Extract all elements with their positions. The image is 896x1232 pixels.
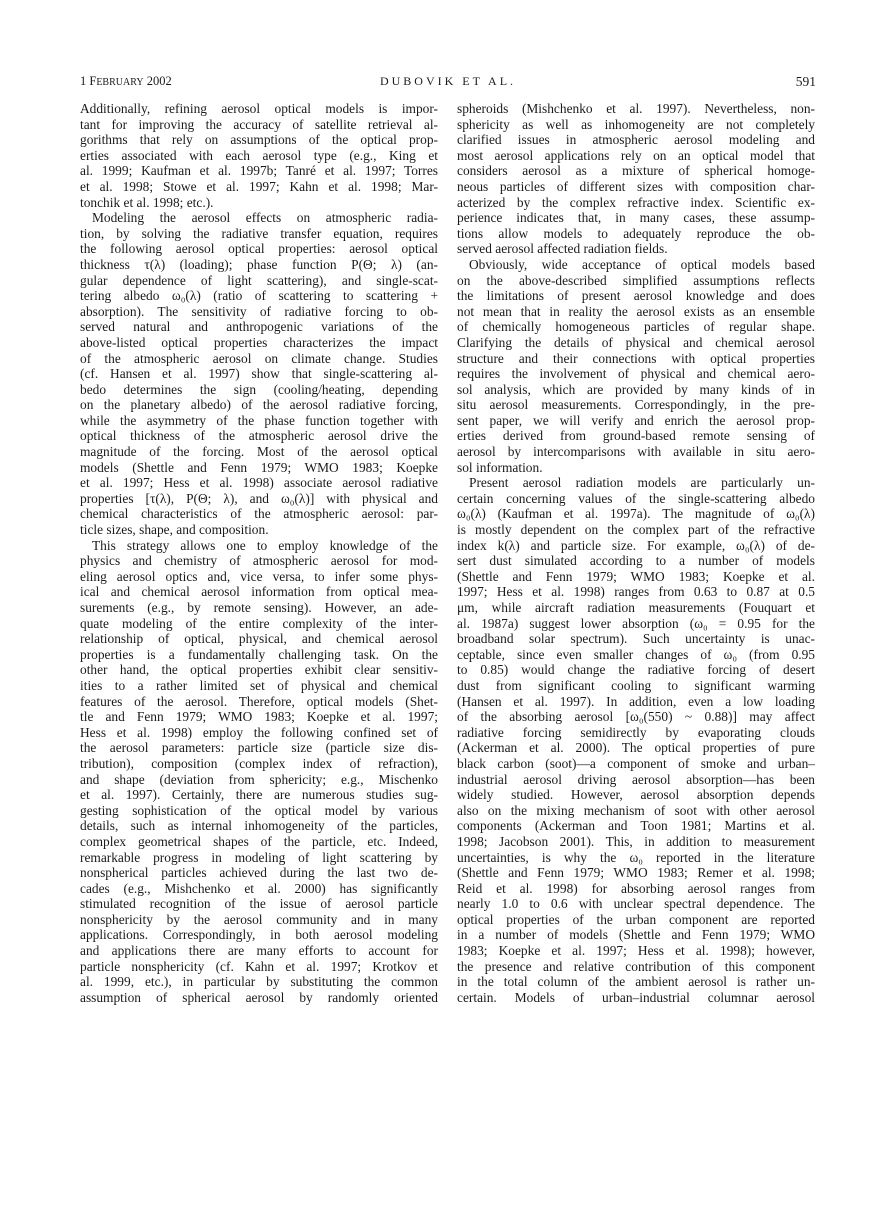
text-line: optical thickness of the atmospheric aerosol drive the (80, 428, 438, 444)
text-line: served aerosol affected radiation fields. (457, 241, 668, 257)
text-line: aerosol by intercomparisons with available in situ aero- (457, 444, 815, 460)
text-line: details, such as internal inhomogeneity of the particles, (80, 818, 438, 834)
text-line: in the total column of the ambient aerosol is rather un- (457, 974, 815, 990)
text-line: index k(λ) and particle size. For example, ω₀(λ) of de- (457, 537, 815, 553)
text-line: dust from significant cooling to significant warming (457, 677, 815, 693)
text-line: properties [τ(λ), P(Θ; λ), and ω₀(λ)] with physical and (80, 490, 438, 506)
text-line: Modeling the aerosol effects on atmospheric radia- (92, 210, 438, 226)
date-year: 2002 (146, 74, 172, 88)
text-line: surements (e.g., by remote sensing). However, an ade- (80, 600, 438, 615)
text-line: served natural and anthropogenic variations of the (80, 319, 438, 335)
text-line: remarkable progress in modeling of light scattering by (80, 849, 438, 865)
date-day: 1 (80, 74, 87, 88)
text-line: relationship of optical, physical, and chemical aerosol (80, 631, 438, 647)
running-header-authors: DUBOVIK ET AL. (379, 74, 517, 88)
text-line: and shape (deviation from sphericity; e.g., Mischenko (80, 771, 438, 787)
text-line: features of the aerosol. Therefore, optical models (Shet- (80, 693, 438, 709)
text-line: erties derived from ground-based remote sensing of (457, 428, 815, 444)
text-line: This strategy allows one to employ knowledge of the (92, 537, 438, 553)
text-line: sphericity as well as inhomogeneity are not completely (457, 116, 815, 132)
text-line: considers aerosol as a mixture of spherical homoge- (457, 163, 815, 179)
text-line: ical and chemical aerosol information from optical mea- (80, 584, 438, 600)
text-line: thickness τ(λ) (loading); phase function P(Θ; λ) (an- (80, 256, 438, 272)
text-line: (Ackerman et al. 2000). The optical properties of pure (457, 740, 815, 756)
text-line: not mean that in reality the aerosol exists as an ensemble (457, 303, 815, 319)
text-line: tonchik et al. 1998; etc.). (80, 194, 214, 210)
page-number: 591 (795, 74, 816, 89)
text-line: quate modeling of the entire complexity of the inter- (80, 615, 438, 631)
text-line: magnitude of the forcing. Most of the aerosol optical (80, 444, 438, 460)
text-line: acterized by the complex refractive index. Scientific ex- (457, 194, 815, 210)
text-line: situ aerosol measurements. Correspondingly, in the pre- (457, 397, 815, 413)
text-line: other hand, the optical properties exhibit clear sensitiv- (80, 662, 438, 678)
text-line: in a number of models (Shettle and Fenn 1979; WMO (457, 927, 815, 943)
paragraph (80, 538, 438, 1006)
text-line: sert dust simulated according to a number of models (457, 553, 815, 569)
text-line: models (Shettle and Fenn 1979; WMO 1983; Koepke (80, 459, 438, 475)
text-line: spheroids (Mishchenko et al. 1997). Nevertheless, non- (457, 101, 815, 116)
text-line: structure and their connections with optical properties (457, 350, 815, 366)
text-line: gorithms that rely on assumptions of the optical prop- (80, 132, 438, 148)
text-line: tion, by solving the radiative transfer equation, requires (80, 225, 438, 241)
text-line: 1983; Koepke et al. 1997; Hess et al. 1998); however, (457, 943, 815, 959)
text-line: gular dependence of light scattering), and single-scat- (80, 272, 438, 288)
text-line: eling aerosol optics and, vice versa, to infer some phys- (80, 568, 438, 584)
text-line: the following aerosol optical properties: aerosol optical (80, 241, 438, 257)
text-line: also on the mixing mechanism of soot with other aerosol (457, 802, 815, 818)
text-line: et al. 1998; Stowe et al. 1997; Kahn et al. 1998; Mar- (80, 178, 438, 194)
text-line: particle nonsphericity (cf. Kahn et al. 1997; Krotkov et (80, 958, 438, 974)
text-line: absorption). The sensitivity of radiative forcing to ob- (80, 303, 438, 319)
text-line: and applications there are many efforts to account for (80, 943, 438, 959)
text-line: al. 1987a) suggest lower absorption (ω₀ = 0.95 for the (457, 615, 815, 631)
text-line: tribution), composition (complex index of refraction), (80, 755, 438, 771)
text-line: uncertainties, is why the ω₀ reported in the literature (457, 849, 815, 865)
text-line: (Shettle and Fenn 1979; WMO 1983; Koepke et al. (457, 568, 815, 584)
text-line: erties associated with each aerosol type (e.g., King et (80, 147, 438, 163)
text-line: of chemically homogeneous particles of regular shape. (457, 319, 815, 335)
paragraph (457, 475, 815, 1005)
text-line: Clarifying the details of physical and chemical aerosol (457, 334, 815, 350)
text-line: physics and chemistry of atmospheric aerosol for mod- (80, 553, 438, 569)
text-line: cades (e.g., Mishchenko et al. 2000) has significantly (80, 880, 438, 896)
text-line: complex geometrical shapes of the particle, etc. Indeed, (80, 833, 438, 849)
text-line: ceptable, since even smaller changes of ω₀ (from 0.95 (457, 646, 815, 662)
text-line: tle and Fenn 1979; WMO 1983; Koepke et al. 1997; (80, 709, 438, 725)
text-line: tions allow models to adequately reproduce the ob- (457, 225, 815, 241)
text-line: chemical characteristics of the atmospheric aerosol: par- (80, 506, 438, 522)
text-line: (cf. Hansen et al. 1997) show that single-scattering al- (80, 366, 438, 382)
text-line: Reid et al. 1998) for absorbing aerosol ranges from (457, 880, 815, 896)
paragraph (80, 210, 438, 537)
text-line: widely studied. However, aerosol absorption depends (457, 787, 815, 803)
text-line: above-listed optical properties characterizes the impact (80, 334, 438, 350)
text-line: applications. Correspondingly, in both aerosol modeling (80, 927, 438, 943)
paragraph (457, 101, 815, 257)
text-line: nonspherical particles achieved during the last two de- (80, 865, 438, 881)
paragraph (80, 101, 438, 210)
text-line: al. 1999, etc.), in particular by substituting the common (80, 974, 438, 990)
text-line: Obviously, wide acceptance of optical models based (469, 256, 815, 272)
text-line: radiative forcing semidirectly by evaporating clouds (457, 724, 815, 740)
text-line: the presence and relative contribution of this component (457, 958, 815, 974)
text-line: sol analysis, which are provided by many kinds of in (457, 381, 815, 397)
text-line: properties is a fundamentally challenging task. On the (80, 646, 438, 662)
text-line: nearly 1.0 to 0.6 with unclear spectral dependence. The (457, 896, 815, 912)
text-line: requires the involvement of physical and chemical aero- (457, 366, 815, 382)
text-line: tering albedo ω₀(λ) (ratio of scattering to scattering + (80, 288, 438, 304)
text-line: (Shettle and Fenn 1979; WMO 1983; Remer et al. 1998; (457, 865, 815, 881)
text-line: stimulated recognition of the issue of aerosol particle (80, 896, 438, 912)
text-line: is mostly dependent on the complex part of the refractive (457, 522, 815, 538)
text-line: optical properties of the urban component are reported (457, 911, 815, 927)
text-line: assumption of spherical aerosol by randomly oriented (80, 989, 438, 1005)
text-line: sent paper, we will verify and enrich the aerosol prop- (457, 412, 815, 428)
text-line: most aerosol applications rely on an optical model that (457, 147, 815, 163)
text-line: Present aerosol radiation models are particularly un- (469, 475, 815, 491)
text-line: ticle sizes, shape, and composition. (80, 522, 269, 538)
text-line: 1997; Hess et al. 1998) ranges from 0.63 to 0.87 at 0.5 (457, 584, 815, 600)
text-line: to 0.85) would change the radiative forcing of desert (457, 662, 815, 678)
text-line: clarified issues in atmospheric aerosol modeling and (457, 132, 815, 148)
text-line: et al. 1997). Certainly, there are numerous studies sug- (80, 787, 438, 803)
text-line: tant for improving the accuracy of satellite retrieval al- (80, 116, 438, 132)
text-line: al. 1999; Kaufman et al. 1997b; Tanré et al. 1997; Torres (80, 163, 438, 179)
text-line: bedo determines the sign (cooling/heating, depending (80, 381, 438, 397)
text-line: of the atmospheric aerosol on climate change. Studies (80, 350, 438, 366)
text-line: et al. 1997; Hess et al. 1998) associate aerosol radiative (80, 475, 438, 491)
text-line: broadband solar spectrum). Such uncertainty is unac- (457, 631, 815, 647)
text-line: neous particles of different sizes with composition char- (457, 178, 815, 194)
text-line: (Hansen et al. 1997). In addition, even a low loading (457, 693, 815, 709)
text-column-left (80, 101, 438, 1005)
text-line: on the planetary albedo) of the aerosol radiative forcing, (80, 397, 438, 413)
text-line: perience indicates that, in many cases, these assump- (457, 210, 815, 226)
text-line: certain concerning values of the single-scattering albedo (457, 490, 815, 506)
text-line: nonsphericity by the aerosol community and in many (80, 911, 438, 927)
text-column-right (457, 101, 815, 1005)
date-month: FEBRUARY (89, 74, 144, 88)
text-line: on the above-described simplified assumptions reflects (457, 272, 815, 288)
paragraph (457, 257, 815, 475)
text-line: ω₀(λ) (Kaufman et al. 1997a). The magnitude of ω₀(λ) (457, 506, 815, 522)
text-line: ities to a rather limited set of physical and chemical (80, 677, 438, 693)
text-line: industrial aerosol driving aerosol absorption—has been (457, 771, 815, 787)
text-line: Hess et al. 1998) employ the following confined set of (80, 724, 438, 740)
text-line: while the asymmetry of the phase function together with (80, 412, 438, 428)
text-line: of the absorbing aerosol [ω₀(550) ~ 0.88)] may affect (457, 709, 815, 725)
text-line: the aerosol parameters: particle size (particle size dis- (80, 740, 438, 756)
text-line: 1998; Jacobson 2001). This, in addition to measurement (457, 833, 815, 849)
text-line: black carbon (soot)—a component of smoke and urban– (457, 755, 815, 771)
text-line: sol information. (457, 459, 543, 475)
text-line: components (Ackerman and Toon 1981; Martins et al. (457, 818, 815, 834)
text-line: Additionally, refining aerosol optical models is impor- (80, 101, 438, 116)
text-line: μm, while aircraft radiation measurements (Fouquart et (457, 600, 815, 615)
text-line: gesting sophistication of the optical model by various (80, 802, 438, 818)
text-line: the limitations of present aerosol knowledge and does (457, 288, 815, 304)
text-line: certain. Models of urban–industrial columnar aerosol (457, 989, 815, 1005)
